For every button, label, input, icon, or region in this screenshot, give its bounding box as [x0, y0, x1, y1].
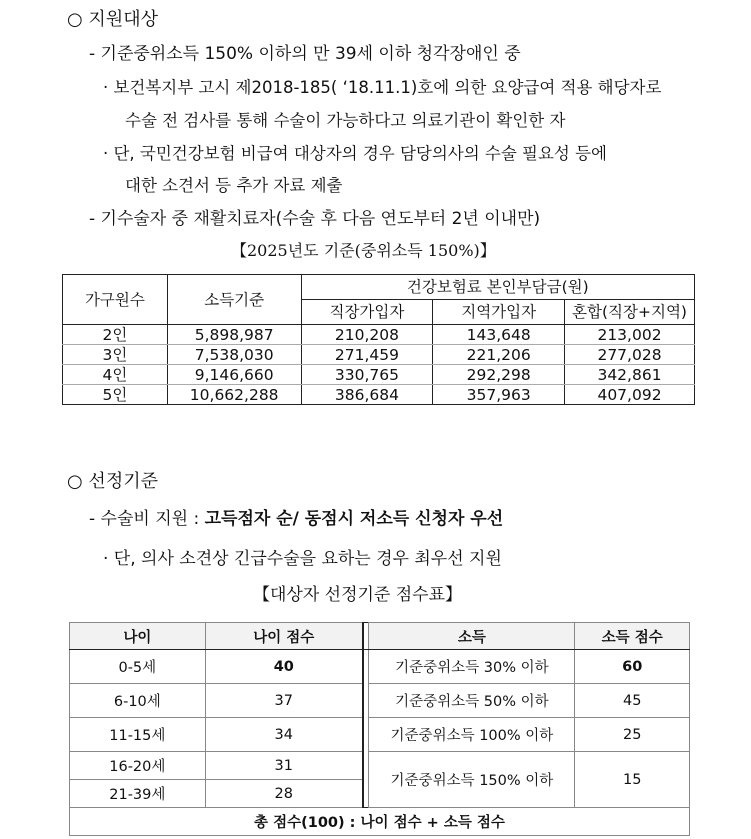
cell-income: 9,146,660 — [167, 365, 301, 385]
score-table-title: 【대상자 선정기준 점수표】 — [253, 585, 463, 605]
cell-age-score: 37 — [205, 684, 363, 718]
cell-income: 기준중위소득 100% 이하 — [369, 718, 575, 752]
table-row — [63, 325, 695, 345]
table-row — [70, 718, 690, 752]
header-income-score: 소득 점수 — [575, 623, 690, 650]
header-income: 소득 — [369, 623, 575, 650]
cell-income: 10,662,288 — [167, 385, 301, 405]
table-row — [63, 345, 695, 365]
header-mixed: 혼합(직장+지역) — [565, 300, 695, 325]
cell-age: 11-15세 — [70, 718, 206, 752]
cell-employee: 330,765 — [301, 365, 433, 385]
header-regional: 지역가입자 — [433, 300, 565, 325]
selection-bullet-1: · 단, 의사 소견상 긴급수술을 요하는 경우 최우선 지원 — [103, 549, 502, 569]
table-row — [70, 752, 690, 780]
cell-household: 2인 — [63, 325, 168, 345]
cell-regional: 143,648 — [433, 325, 565, 345]
cell-regional: 221,206 — [433, 345, 565, 365]
cell-household: 4인 — [63, 365, 168, 385]
cell-age: 16-20세 — [70, 752, 206, 780]
eligibility-bullet-1-cont: 수술 전 검사를 통해 수술이 가능하다고 의료기관이 확인한 자 — [125, 111, 566, 130]
cell-regional: 357,963 — [433, 385, 565, 405]
header-age: 나이 — [70, 623, 206, 650]
cell-age: 6-10세 — [70, 684, 206, 718]
cell-income: 기준중위소득 150% 이하 — [369, 752, 575, 808]
cell-mixed: 407,092 — [565, 385, 695, 405]
header-employee: 직장가입자 — [301, 300, 433, 325]
header-household: 가구원수 — [63, 275, 168, 325]
header-age-score: 나이 점수 — [205, 623, 363, 650]
header-premium: 건강보험료 본인부담금(원) — [301, 275, 694, 300]
table-row — [70, 684, 690, 718]
cell-mixed: 213,002 — [565, 325, 695, 345]
cell-income-score: 60 — [575, 650, 690, 684]
cell-income: 기준중위소득 30% 이하 — [369, 650, 575, 684]
section-heading-selection-criteria: ○ 선정기준 — [67, 471, 158, 492]
table-row — [63, 365, 695, 385]
selection-score-table — [69, 622, 690, 836]
cell-income: 5,898,987 — [167, 325, 301, 345]
cell-income-score: 15 — [575, 752, 690, 808]
total-score-formula: 총 점수(100) : 나이 점수 + 소득 점수 — [70, 808, 690, 836]
section-heading-support-target: ○ 지원대상 — [67, 9, 158, 30]
cell-regional: 292,298 — [433, 365, 565, 385]
cell-mixed: 342,861 — [565, 365, 695, 385]
eligibility-line-2: - 기수술자 중 재활치료자(수술 후 다음 연도부터 2년 이내만) — [89, 209, 541, 229]
cell-household: 5인 — [63, 385, 168, 405]
selection-line-1-emphasis: 고득점자 순/ 동점시 저소득 신청자 우선 — [204, 509, 504, 529]
eligibility-bullet-2: · 단, 국민건강보험 비급여 대상자의 경우 담당의사의 수술 필요성 등에 — [103, 144, 607, 163]
cell-income-score: 45 — [575, 684, 690, 718]
cell-age-score: 28 — [205, 780, 363, 808]
cell-income-score: 25 — [575, 718, 690, 752]
income-table-title: 【2025년도 기준(중위소득 150%)】 — [231, 241, 496, 260]
cell-age-score: 40 — [205, 650, 363, 684]
income-standard-table — [62, 274, 695, 405]
selection-line-1 — [89, 508, 503, 530]
table-row — [70, 650, 690, 684]
cell-age: 21-39세 — [70, 780, 206, 808]
table-row-total — [70, 808, 690, 836]
eligibility-bullet-2-cont: 대한 소견서 등 추가 자료 제출 — [125, 176, 343, 195]
cell-employee: 210,208 — [301, 325, 433, 345]
cell-age: 0-5세 — [70, 650, 206, 684]
cell-employee: 386,684 — [301, 385, 433, 405]
eligibility-line-1: - 기준중위소득 150% 이하의 만 39세 이하 청각장애인 중 — [89, 44, 521, 64]
cell-household: 3인 — [63, 345, 168, 365]
selection-line-1-prefix: - 수술비 지원 : — [89, 509, 205, 529]
cell-income: 7,538,030 — [167, 345, 301, 365]
cell-employee: 271,459 — [301, 345, 433, 365]
table-row — [63, 385, 695, 405]
cell-age-score: 31 — [205, 752, 363, 780]
eligibility-bullet-1: · 보건복지부 고시 제2018-185( ‘18.11.1)호에 의한 요양급여 적용 해당자로 — [103, 78, 662, 97]
cell-income: 기준중위소득 50% 이하 — [369, 684, 575, 718]
header-income: 소득기준 — [167, 275, 301, 325]
cell-mixed: 277,028 — [565, 345, 695, 365]
cell-age-score: 34 — [205, 718, 363, 752]
